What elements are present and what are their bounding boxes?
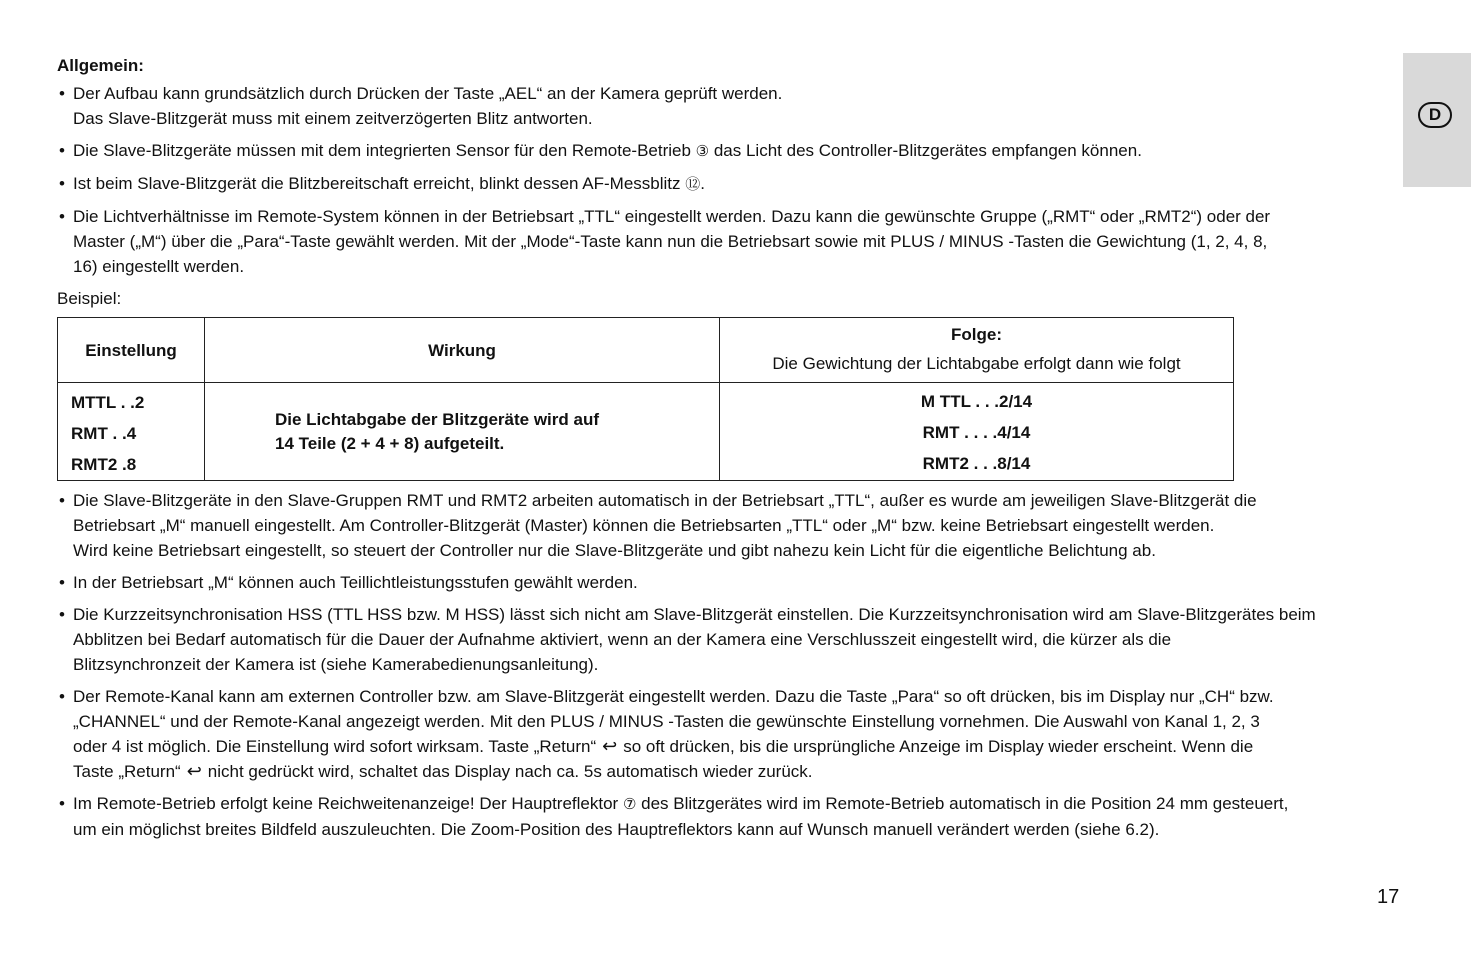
text-line: Das Slave-Blitzgerät muss mit einem zeitverzögerten Blitz antworten. (73, 109, 593, 128)
text-segment: oder 4 ist möglich. Die Einstellung wird sofort wirksam. Taste „Return“ (73, 737, 597, 756)
text-line: • Der Aufbau kann grundsätzlich durch Drücken der Taste „AEL“ an der Kamera geprüft werden. (73, 84, 783, 103)
example-table (57, 317, 1234, 481)
text-line: Blitzsynchronzeit der Kamera ist (siehe Kamerabedienungsanleitung). (73, 655, 599, 674)
language-badge: D (1418, 102, 1452, 128)
text-line (73, 759, 1402, 784)
result-value: RMT2 . . .8/14 (922, 454, 1031, 473)
table-header-row (58, 318, 1234, 383)
text-line: Wird keine Betriebsart eingestellt, so steuert der Controller nur die Slave-Blitzgeräte und gibt nahezu kein Licht für die eigentliche Belichtung ab. (73, 541, 1156, 560)
table-header-folge (720, 318, 1234, 383)
reference-number: ⑦ (622, 796, 637, 813)
setting-value: RMT2 .8 (71, 455, 137, 474)
text-segment: Taste „Return“ (73, 762, 181, 781)
bullet-item (57, 791, 1402, 842)
text-line: Betriebsart „M“ manuell eingestellt. Am Controller-Blitzgerät (Master) können die Betriebsarten „TTL“ oder „M“ bzw. keine Betriebsart eingestellt werden. (73, 516, 1215, 535)
setting-value: RMT . .4 (71, 424, 137, 443)
table-header-einstellung: Einstellung (58, 318, 205, 383)
bullet-item (57, 602, 1402, 677)
text-line: • In der Betriebsart „M“ können auch Teillichtleistungsstufen gewählt werden. (73, 573, 638, 592)
bullet-item (57, 204, 1402, 279)
text-line: um ein möglichst breites Bildfeld auszuleuchten. Die Zoom-Position des Hauptreflektors kann auf Wunsch manuell verändert werden (siehe 6.2). (73, 820, 1160, 839)
page-content (57, 53, 1402, 849)
text-segment: das Licht des Controller-Blitzgerätes empfangen können. (709, 141, 1142, 160)
bullet-list-top (57, 81, 1402, 279)
effect-line: 14 Teile (2 + 4 + 8) aufgeteilt. (275, 433, 505, 453)
table-row (58, 383, 1234, 481)
reference-number: ③ (695, 143, 710, 160)
text-line (73, 791, 1402, 817)
text-segment: . (700, 174, 705, 193)
result-cell (720, 383, 1234, 481)
example-label: Beispiel: (57, 289, 122, 308)
text-segment: Ist beim Slave-Blitzgerät die Blitzbereitschaft erreicht, blinkt dessen AF-Messblitz (73, 174, 686, 193)
text-line (73, 734, 1402, 759)
folge-title: Folge: (951, 325, 1002, 344)
folge-subtitle: Die Gewichtung der Lichtabgabe erfolgt dann wie folgt (772, 354, 1181, 373)
text-line: „CHANNEL“ und der Remote-Kanal angezeigt werden. Mit den PLUS / MINUS -Tasten die gewünschte Einstellung vornehmen. Die Auswahl von Kanal 1, 2, 3 (73, 712, 1260, 731)
bullet-list-bottom (57, 488, 1402, 842)
settings-cell (58, 383, 205, 481)
bullet-item (57, 570, 1402, 595)
section-heading: Allgemein: (57, 56, 144, 75)
bullet-item (57, 171, 1402, 197)
reference-number: ⑫ (685, 176, 701, 193)
text-segment: so oft drücken, bis die ursprüngliche Anzeige im Display wieder erscheint. Wenn die (623, 737, 1254, 756)
text-line: • Die Lichtverhältnisse im Remote-System können in der Betriebsart „TTL“ eingestellt werden. Dazu kann die gewünschte Gruppe („RMT“ oder „RMT2“) oder der (73, 207, 1271, 226)
page-number: 17 (1377, 886, 1400, 908)
return-icon: ↩ (186, 761, 202, 781)
effect-line: Die Lichtabgabe der Blitzgeräte wird auf (275, 409, 600, 429)
bullet-item (57, 81, 1402, 131)
text-line: 16) eingestellt werden. (73, 257, 245, 276)
setting-value: MTTL . .2 (71, 393, 145, 412)
table-header-wirkung: Wirkung (205, 318, 720, 383)
text-line: Master („M“) über die „Para“-Taste gewählt werden. Mit der „Mode“-Taste kann nun die Betriebsart sowie mit PLUS / MINUS -Tasten die Gewichtung (1, 2, 4, 8, (73, 232, 1268, 251)
result-value: RMT . . . .4/14 (922, 423, 1031, 442)
text-segment: nicht gedrückt wird, schaltet das Display nach ca. 5s automatisch wieder zurück. (207, 762, 813, 781)
language-tab (1403, 53, 1471, 187)
text-segment: des Blitzgerätes wird im Remote-Betrieb automatisch in die Position 24 mm gesteuert, (636, 794, 1289, 813)
text-line: • Die Kurzzeitsynchronisation HSS (TTL HSS bzw. M HSS) lässt sich nicht am Slave-Blitzgerät einstellen. Die Kurzzeitsynchronisation wird am Slave-Blitzgerätes beim (73, 605, 1316, 624)
return-icon: ↩ (602, 736, 618, 756)
bullet-item (57, 138, 1402, 164)
bullet-item (57, 488, 1402, 563)
text-line: • Der Remote-Kanal kann am externen Controller bzw. am Slave-Blitzgerät eingestellt werden. Dazu die Taste „Para“ so oft drücken, bis im Display nur „CH“ bzw. (73, 687, 1274, 706)
text-segment: Die Slave-Blitzgeräte müssen mit dem integrierten Sensor für den Remote-Betrieb (73, 141, 696, 160)
text-line: Abblitzen bei Bedarf automatisch für die Dauer der Aufnahme aktiviert, wenn an der Kamera eine Verschlusszeit eingestellt wird, die kürzer als die (73, 630, 1172, 649)
effect-cell (205, 383, 720, 481)
result-value: M TTL . . .2/14 (920, 392, 1033, 411)
bullet-item (57, 684, 1402, 784)
text-segment: Im Remote-Betrieb erfolgt keine Reichweitenanzeige! Der Hauptreflektor (73, 794, 623, 813)
text-line: • Die Slave-Blitzgeräte in den Slave-Gruppen RMT und RMT2 arbeiten automatisch in der Betriebsart „TTL“, außer es wurde am jeweiligen Slave-Blitzgerät die (73, 491, 1257, 510)
